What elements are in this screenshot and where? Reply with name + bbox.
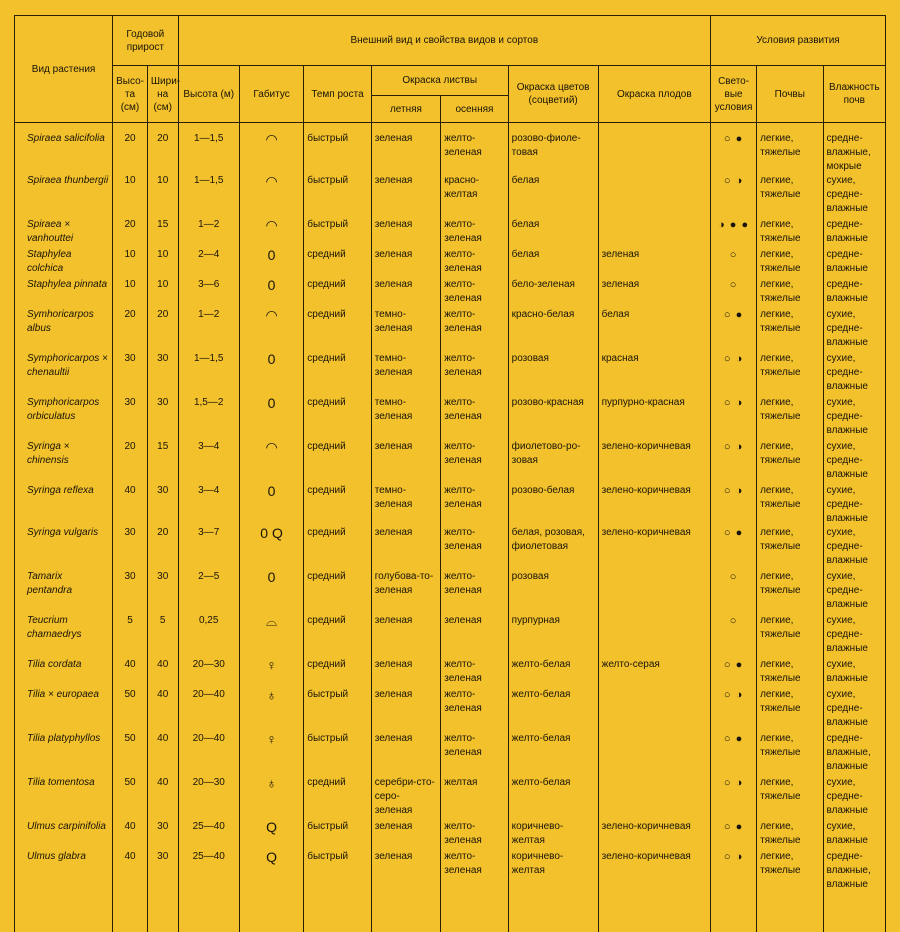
flower-color: коричнево-желтая — [508, 850, 598, 892]
leaf-autumn: желто-зеленая — [441, 570, 508, 614]
plant-name: Spiraea salicifolia — [15, 123, 113, 175]
growth-height: 50 — [113, 688, 148, 732]
fruit-color: желто-серая — [598, 658, 710, 688]
fruit-color — [598, 732, 710, 776]
empty-cell — [147, 892, 178, 932]
leaf-summer: зеленая — [371, 174, 441, 218]
empty-cell — [598, 892, 710, 932]
fruit-color: зелено-коричневая — [598, 440, 710, 484]
light-icons: ○ ● — [711, 732, 757, 776]
height: 1—2 — [178, 308, 239, 352]
moisture: сухие, влажные — [823, 820, 885, 850]
growth-rate: средний — [304, 248, 371, 278]
soil: легкие, тяжелые — [757, 570, 823, 614]
moisture: средне-влажные — [823, 248, 885, 278]
habit-icon: Q — [239, 850, 303, 892]
empty-cell — [711, 892, 757, 932]
soil: легкие, тяжелые — [757, 278, 823, 308]
growth-rate: быстрый — [304, 688, 371, 732]
header-plant: Вид растения — [15, 16, 113, 123]
table-row — [15, 218, 886, 248]
moisture: средне-влажные, влажные — [823, 850, 885, 892]
soil: легкие, тяжелые — [757, 526, 823, 570]
empty-cell — [508, 892, 598, 932]
height: 25—40 — [178, 850, 239, 892]
height: 3—7 — [178, 526, 239, 570]
fruit-color — [598, 174, 710, 218]
leaf-autumn: желто-зеленая — [441, 850, 508, 892]
moisture: сухие, средне-влажные — [823, 440, 885, 484]
table-row — [15, 658, 886, 688]
fruit-color — [598, 688, 710, 732]
light-icons: ○ ◑ — [711, 352, 757, 396]
growth-width: 5 — [147, 614, 178, 658]
growth-height: 30 — [113, 526, 148, 570]
table-row — [15, 526, 886, 570]
leaf-autumn: желто-зеленая — [441, 123, 508, 175]
growth-rate: средний — [304, 658, 371, 688]
table-row-cut — [15, 892, 886, 932]
leaf-summer: серебри-сто-серо-зеленая — [371, 776, 441, 820]
moisture: средне-влажные — [823, 278, 885, 308]
leaf-summer: зеленая — [371, 248, 441, 278]
plant-name: Ulmus glabra — [15, 850, 113, 892]
header-light: Свето-вые условия — [711, 66, 757, 123]
height: 25—40 — [178, 820, 239, 850]
leaf-autumn: желто-зеленая — [441, 688, 508, 732]
height: 0,25 — [178, 614, 239, 658]
habit-icon: 0 — [239, 396, 303, 440]
growth-height: 30 — [113, 396, 148, 440]
plant-name: Tilia tomentosa — [15, 776, 113, 820]
leaf-summer: зеленая — [371, 820, 441, 850]
soil: легкие, тяжелые — [757, 396, 823, 440]
leaf-summer: зеленая — [371, 658, 441, 688]
table-row — [15, 820, 886, 850]
fruit-color — [598, 123, 710, 175]
growth-rate: быстрый — [304, 732, 371, 776]
moisture: сухие, средне-влажные — [823, 352, 885, 396]
soil: легкие, тяжелые — [757, 440, 823, 484]
habit-icon: ◠ — [239, 440, 303, 484]
table-row — [15, 248, 886, 278]
table-row — [15, 174, 886, 218]
growth-rate: средний — [304, 396, 371, 440]
growth-width: 30 — [147, 484, 178, 526]
growth-rate: быстрый — [304, 820, 371, 850]
soil: легкие, тяжелые — [757, 776, 823, 820]
growth-width: 40 — [147, 776, 178, 820]
flower-color: бело-зеленая — [508, 278, 598, 308]
habit-icon: ◠ — [239, 123, 303, 175]
growth-width: 10 — [147, 278, 178, 308]
header-summer: летняя — [371, 96, 441, 123]
habit-icon: 0 — [239, 570, 303, 614]
table-row — [15, 352, 886, 396]
fruit-color: красная — [598, 352, 710, 396]
table-row — [15, 776, 886, 820]
growth-rate: быстрый — [304, 218, 371, 248]
light-icons: ○ ● — [711, 123, 757, 175]
header-soil: Почвы — [757, 66, 823, 123]
leaf-autumn: желто-зеленая — [441, 248, 508, 278]
fruit-color — [598, 776, 710, 820]
leaf-autumn: зеленая — [441, 614, 508, 658]
height: 20—40 — [178, 688, 239, 732]
height: 1—1,5 — [178, 174, 239, 218]
growth-width: 20 — [147, 123, 178, 175]
leaf-summer: темно-зеленая — [371, 308, 441, 352]
flower-color: белая, розовая, фиолетовая — [508, 526, 598, 570]
growth-height: 10 — [113, 248, 148, 278]
growth-rate: средний — [304, 484, 371, 526]
growth-rate: быстрый — [304, 174, 371, 218]
moisture: сухие, средне-влажные — [823, 308, 885, 352]
habit-icon: Q — [239, 820, 303, 850]
header-fruit-color: Окраска плодов — [598, 66, 710, 123]
fruit-color: белая — [598, 308, 710, 352]
growth-rate: быстрый — [304, 123, 371, 175]
light-icons: ○ ● — [711, 526, 757, 570]
soil: легкие, тяжелые — [757, 174, 823, 218]
moisture: сухие, средне-влажные — [823, 396, 885, 440]
leaf-autumn: желто-зеленая — [441, 440, 508, 484]
table-row — [15, 850, 886, 892]
light-icons: ○ ◑ — [711, 484, 757, 526]
growth-width: 40 — [147, 732, 178, 776]
growth-width: 30 — [147, 820, 178, 850]
fruit-color — [598, 218, 710, 248]
flower-color: фиолетово-ро-зовая — [508, 440, 598, 484]
table-row — [15, 732, 886, 776]
plant-name: Staphylea colchica — [15, 248, 113, 278]
fruit-color: зелено-коричневая — [598, 820, 710, 850]
fruit-color: зелено-коричневая — [598, 484, 710, 526]
growth-height: 40 — [113, 820, 148, 850]
growth-rate: средний — [304, 308, 371, 352]
fruit-color: зеленая — [598, 248, 710, 278]
growth-height: 20 — [113, 440, 148, 484]
habit-icon: ⌓ — [239, 614, 303, 658]
growth-height: 40 — [113, 658, 148, 688]
growth-rate: средний — [304, 614, 371, 658]
light-icons: ○ — [711, 614, 757, 658]
growth-height: 10 — [113, 174, 148, 218]
growth-width: 40 — [147, 658, 178, 688]
leaf-autumn: желто-зеленая — [441, 308, 508, 352]
header-moisture: Влажность почв — [823, 66, 885, 123]
habit-icon: ♀ — [239, 732, 303, 776]
table-row — [15, 123, 886, 175]
leaf-summer: темно-зеленая — [371, 484, 441, 526]
header-conditions: Условия развития — [711, 16, 886, 66]
plant-name: Tilia cordata — [15, 658, 113, 688]
growth-rate: быстрый — [304, 850, 371, 892]
header-autumn: осенняя — [441, 96, 508, 123]
leaf-autumn: желто-зеленая — [441, 526, 508, 570]
height: 1—1,5 — [178, 352, 239, 396]
empty-cell — [757, 892, 823, 932]
habit-icon: 0 — [239, 278, 303, 308]
growth-height: 10 — [113, 278, 148, 308]
table-row — [15, 308, 886, 352]
soil: легкие, тяжелые — [757, 820, 823, 850]
habit-icon: ◠ — [239, 174, 303, 218]
leaf-summer: зеленая — [371, 732, 441, 776]
height: 1,5—2 — [178, 396, 239, 440]
fruit-color: зелено-коричневая — [598, 850, 710, 892]
growth-height: 40 — [113, 850, 148, 892]
growth-width: 15 — [147, 440, 178, 484]
growth-rate: средний — [304, 526, 371, 570]
height: 2—4 — [178, 248, 239, 278]
leaf-autumn: желто-зеленая — [441, 278, 508, 308]
light-icons: ○ — [711, 278, 757, 308]
table-row — [15, 688, 886, 732]
height: 20—40 — [178, 732, 239, 776]
empty-cell — [441, 892, 508, 932]
header-appearance: Внешний вид и свойства видов и сортов — [178, 16, 711, 66]
header-flower-color: Окраска цветов (соцветий) — [508, 66, 598, 123]
growth-height: 20 — [113, 308, 148, 352]
leaf-autumn: желто-зеленая — [441, 658, 508, 688]
soil: легкие, тяжелые — [757, 218, 823, 248]
growth-rate: средний — [304, 440, 371, 484]
table-row — [15, 570, 886, 614]
leaf-summer: зеленая — [371, 278, 441, 308]
empty-cell — [371, 892, 441, 932]
moisture: средне-влажные — [823, 218, 885, 248]
moisture: сухие, средне-влажные — [823, 776, 885, 820]
growth-height: 20 — [113, 123, 148, 175]
growth-width: 20 — [147, 308, 178, 352]
table-row — [15, 440, 886, 484]
growth-height: 50 — [113, 732, 148, 776]
header-growth-height: Высо-та (см) — [113, 66, 148, 123]
growth-rate: средний — [304, 352, 371, 396]
light-icons: ○ ◑ — [711, 776, 757, 820]
plant-name: Teucrium chamaedrys — [15, 614, 113, 658]
empty-cell — [823, 892, 885, 932]
leaf-summer: зеленая — [371, 850, 441, 892]
leaf-summer: зеленая — [371, 440, 441, 484]
growth-height: 40 — [113, 484, 148, 526]
flower-color: желто-белая — [508, 732, 598, 776]
habit-icon: 0 Q — [239, 526, 303, 570]
light-icons: ◑ ● ● — [711, 218, 757, 248]
soil: легкие, тяжелые — [757, 484, 823, 526]
moisture: средне-влажные, влажные — [823, 732, 885, 776]
moisture: средне-влажные, мокрые — [823, 123, 885, 175]
leaf-autumn: желто-зеленая — [441, 218, 508, 248]
plant-name: Ulmus carpinifolia — [15, 820, 113, 850]
habit-icon: 0 — [239, 248, 303, 278]
height: 3—4 — [178, 440, 239, 484]
growth-height: 50 — [113, 776, 148, 820]
soil: легкие, тяжелые — [757, 614, 823, 658]
growth-width: 30 — [147, 396, 178, 440]
habit-icon: ◠ — [239, 218, 303, 248]
flower-color: розовая — [508, 352, 598, 396]
light-icons: ○ — [711, 570, 757, 614]
moisture: сухие, средне-влажные — [823, 570, 885, 614]
flower-color: розово-фиоле-товая — [508, 123, 598, 175]
moisture: сухие, средне-влажные — [823, 614, 885, 658]
flower-color: розово-белая — [508, 484, 598, 526]
moisture: сухие, средне-влажные — [823, 174, 885, 218]
growth-width: 20 — [147, 526, 178, 570]
leaf-summer: темно-зеленая — [371, 396, 441, 440]
leaf-autumn: желто-зеленая — [441, 820, 508, 850]
soil: легкие, тяжелые — [757, 658, 823, 688]
growth-rate: средний — [304, 278, 371, 308]
growth-height: 30 — [113, 352, 148, 396]
flower-color: белая — [508, 248, 598, 278]
growth-height: 30 — [113, 570, 148, 614]
growth-width: 10 — [147, 174, 178, 218]
growth-width: 30 — [147, 850, 178, 892]
leaf-autumn: желто-зеленая — [441, 352, 508, 396]
leaf-summer: темно-зеленая — [371, 352, 441, 396]
light-icons: ○ ● — [711, 308, 757, 352]
growth-width: 15 — [147, 218, 178, 248]
flower-color: розово-красная — [508, 396, 598, 440]
growth-width: 30 — [147, 570, 178, 614]
leaf-summer: зеленая — [371, 218, 441, 248]
soil: легкие, тяжелые — [757, 850, 823, 892]
light-icons: ○ ◑ — [711, 174, 757, 218]
header-habit: Габитус — [239, 66, 303, 123]
plant-name: Tilia × europaea — [15, 688, 113, 732]
plant-name: Symphoricarpos × chenaultii — [15, 352, 113, 396]
leaf-summer: зеленая — [371, 123, 441, 175]
growth-width: 30 — [147, 352, 178, 396]
soil: легкие, тяжелые — [757, 732, 823, 776]
leaf-autumn: желтая — [441, 776, 508, 820]
moisture: сухие, средне-влажные — [823, 526, 885, 570]
leaf-summer: зеленая — [371, 614, 441, 658]
table-row — [15, 396, 886, 440]
soil: легкие, тяжелые — [757, 308, 823, 352]
leaf-autumn: красно-желтая — [441, 174, 508, 218]
height: 20—30 — [178, 658, 239, 688]
soil: легкие, тяжелые — [757, 688, 823, 732]
leaf-autumn: желто-зеленая — [441, 732, 508, 776]
table-row — [15, 278, 886, 308]
height: 1—2 — [178, 218, 239, 248]
leaf-autumn: желто-зеленая — [441, 484, 508, 526]
light-icons: ○ — [711, 248, 757, 278]
leaf-summer: голубова-то-зеленая — [371, 570, 441, 614]
height: 2—5 — [178, 570, 239, 614]
header-growth: Годовой прирост — [113, 16, 178, 66]
growth-height: 5 — [113, 614, 148, 658]
plant-name: Spiraea × vanhouttei — [15, 218, 113, 248]
flower-color: белая — [508, 174, 598, 218]
light-icons: ○ ◑ — [711, 688, 757, 732]
light-icons: ○ ◑ — [711, 396, 757, 440]
habit-icon: 0 — [239, 352, 303, 396]
moisture: сухие, средне-влажные — [823, 484, 885, 526]
plant-name: Syringa vulgaris — [15, 526, 113, 570]
empty-cell — [304, 892, 371, 932]
growth-rate: средний — [304, 776, 371, 820]
growth-height: 20 — [113, 218, 148, 248]
header-height: Высота (м) — [178, 66, 239, 123]
soil: легкие, тяжелые — [757, 248, 823, 278]
light-icons: ○ ● — [711, 820, 757, 850]
flower-color: красно-белая — [508, 308, 598, 352]
header-growth-width: Шири-на (см) — [147, 66, 178, 123]
growth-width: 10 — [147, 248, 178, 278]
table-row — [15, 614, 886, 658]
header-rate: Темп роста — [304, 66, 371, 123]
height: 3—6 — [178, 278, 239, 308]
fruit-color — [598, 614, 710, 658]
header-leaf-color: Окраска листвы — [371, 66, 508, 96]
plant-name: Staphylea pinnata — [15, 278, 113, 308]
plant-name: Symhoricarpos albus — [15, 308, 113, 352]
soil: легкие, тяжелые — [757, 352, 823, 396]
moisture: сухие, средне-влажные — [823, 688, 885, 732]
empty-cell — [178, 892, 239, 932]
flower-color: пурпурная — [508, 614, 598, 658]
flower-color: белая — [508, 218, 598, 248]
plant-name: Tilia platyphyllos — [15, 732, 113, 776]
flower-color: желто-белая — [508, 688, 598, 732]
leaf-summer: зеленая — [371, 526, 441, 570]
empty-cell — [15, 892, 113, 932]
habit-icon: 0 — [239, 484, 303, 526]
growth-rate: средний — [304, 570, 371, 614]
fruit-color — [598, 570, 710, 614]
height: 20—30 — [178, 776, 239, 820]
height: 3—4 — [178, 484, 239, 526]
moisture: сухие, влажные — [823, 658, 885, 688]
flower-color: коричнево-желтая — [508, 820, 598, 850]
leaf-autumn: желто-зеленая — [441, 396, 508, 440]
flower-color: желто-белая — [508, 776, 598, 820]
fruit-color: зелено-коричневая — [598, 526, 710, 570]
plant-name: Syringa reflexa — [15, 484, 113, 526]
light-icons: ○ ● — [711, 658, 757, 688]
empty-cell — [239, 892, 303, 932]
table-row — [15, 484, 886, 526]
height: 1—1,5 — [178, 123, 239, 175]
light-icons: ○ ◑ — [711, 440, 757, 484]
light-icons: ○ ◑ — [711, 850, 757, 892]
growth-width: 40 — [147, 688, 178, 732]
habit-icon: ♀ — [239, 658, 303, 688]
flower-color: розовая — [508, 570, 598, 614]
soil: легкие, тяжелые — [757, 123, 823, 175]
fruit-color: пурпурно-красная — [598, 396, 710, 440]
plant-name: Symphoricarpos orbiculatus — [15, 396, 113, 440]
habit-icon: ♁ — [239, 776, 303, 820]
fruit-color: зеленая — [598, 278, 710, 308]
habit-icon: ♁ — [239, 688, 303, 732]
habit-icon: ◠ — [239, 308, 303, 352]
plant-name: Spiraea thunbergii — [15, 174, 113, 218]
plant-table — [14, 15, 886, 932]
empty-cell — [113, 892, 148, 932]
plant-name: Syringa × chinensis — [15, 440, 113, 484]
flower-color: желто-белая — [508, 658, 598, 688]
plant-name: Tamarix pentandra — [15, 570, 113, 614]
leaf-summer: зеленая — [371, 688, 441, 732]
